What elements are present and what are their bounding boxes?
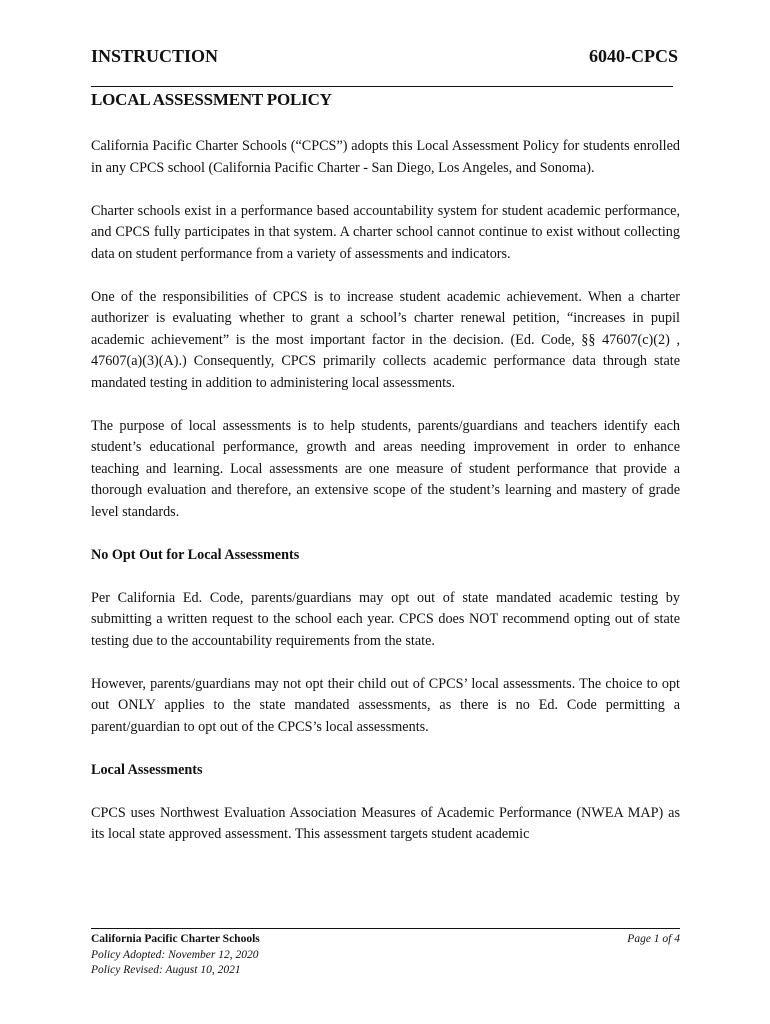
- page-title: LOCAL ASSESSMENT POLICY: [91, 90, 332, 109]
- heading-no-opt-out: No Opt Out for Local Assessments: [91, 546, 300, 563]
- policy-code: 6040-CPCS: [589, 46, 678, 66]
- section-label: INSTRUCTION: [91, 46, 219, 66]
- footer-adopted-date: Policy Adopted: November 12, 2020: [91, 948, 259, 961]
- paragraph-purpose: The purpose of local assessments is to help students, parents/guardians and teachers identify each student’s educational performance, growth and areas needing improvement in order to enhance teaching and learning. Local assessments are one measure of student performance that provide a thorough evaluation and therefore, an extensive scope of the student’s learning and mastery of grade level standards.: [91, 417, 680, 520]
- paragraph-intro: California Pacific Charter Schools (“CPCS”) adopts this Local Assessment Policy for students enrolled in any CPCS school (California Pacific Charter - San Diego, Los Angeles, and Sonoma).: [91, 138, 680, 176]
- heading-local-assessments: Local Assessments: [91, 761, 203, 778]
- page-footer: [91, 932, 680, 979]
- paragraph-accountability: Charter schools exist in a performance based accountability system for student academic performance, and CPCS fully participates in that system. A charter school cannot continue to exist without collecting data on student performance from a variety of assessments and indicators.: [91, 202, 680, 262]
- footer-divider: [91, 928, 680, 929]
- paragraph-nwea: CPCS uses Northwest Evaluation Association Measures of Academic Performance (NWEA MAP) as its local state approved assessment. This assessment targets student academic: [91, 804, 680, 842]
- page-number: Page 1 of 4: [627, 933, 680, 945]
- paragraph-responsibilities: One of the responsibilities of CPCS is to increase student academic achievement. When a charter authorizer is evaluating whether to grant a school’s charter renewal petition, “increases in pupil academic achievement” is the most important factor in the decision. (Ed. Code, §§ 47607(c)(2) , 47607(a)(3)(A).) Consequently, CPCS primarily collects academic performance data through state mandated testing in addition to administering local assessments.: [91, 288, 680, 391]
- header-divider: [91, 86, 673, 87]
- footer-organization: California Pacific Charter Schools: [91, 933, 260, 945]
- document-body: [91, 136, 680, 867]
- paragraph-opt-out-state: Per California Ed. Code, parents/guardians may opt out of state mandated academic testing by submitting a written request to the school each year. CPCS does NOT recommend opting out of state testing due to the accountability requirements from the state.: [91, 589, 680, 649]
- page-header: [91, 46, 678, 67]
- footer-revised-date: Policy Revised: August 10, 2021: [91, 964, 241, 976]
- paragraph-opt-out-local: However, parents/guardians may not opt their child out of CPCS’ local assessments. The choice to opt out ONLY applies to the state mandated assessments, as there is no Ed. Code permitting a parent/guardian to opt out of the CPCS’s local assessments.: [91, 675, 680, 735]
